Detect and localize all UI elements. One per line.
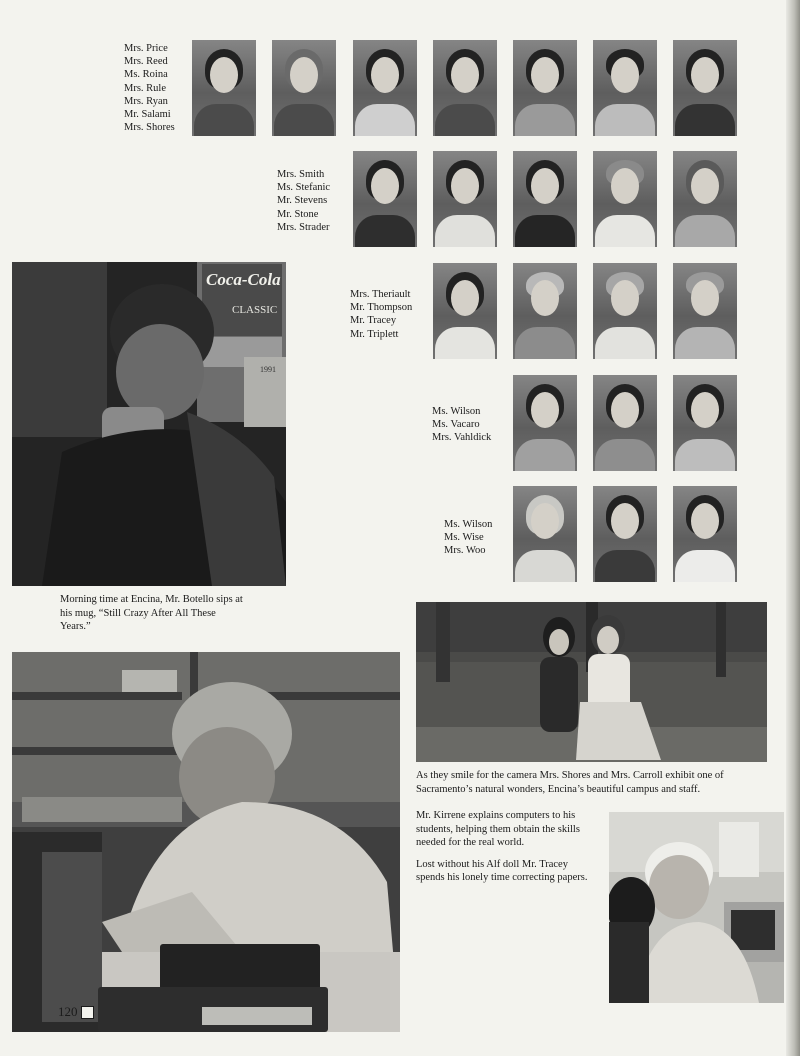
staff-name: Mrs. Theriault bbox=[350, 289, 411, 300]
staff-portrait bbox=[593, 375, 657, 471]
staff-portrait bbox=[593, 263, 657, 359]
caption-kirrene: Mr. Kirrene explains computers to his students, helping them obtain the skills needed for the real world. bbox=[416, 810, 580, 848]
staff-portrait bbox=[673, 40, 737, 136]
staff-portrait bbox=[433, 40, 497, 136]
staff-name: Mrs. Price bbox=[124, 43, 168, 54]
staff-portrait bbox=[593, 486, 657, 582]
staff-portrait bbox=[353, 40, 417, 136]
staff-name: Ms. Wise bbox=[444, 532, 484, 544]
staff-name: Ms. Vacaro bbox=[432, 419, 480, 431]
staff-name: Ms. Wilson bbox=[444, 519, 493, 530]
staff-name: Mrs. Woo bbox=[444, 545, 486, 557]
name-list-row-1 bbox=[124, 42, 175, 134]
staff-name: Mrs. Strader bbox=[277, 221, 330, 233]
staff-portrait bbox=[513, 375, 577, 471]
staff-name: Ms. Roina bbox=[124, 69, 168, 81]
staff-portrait bbox=[673, 263, 737, 359]
staff-name: Mrs. Vahldick bbox=[432, 432, 492, 444]
coca-cola-sign-text: Coca-Cola bbox=[206, 270, 281, 289]
classic-sign-text: CLASSIC bbox=[232, 304, 278, 316]
staff-portrait bbox=[513, 151, 577, 247]
staff-name: Mr. Stevens bbox=[277, 195, 328, 207]
photo-kirrene-computers bbox=[609, 812, 784, 1003]
folio-box-icon bbox=[81, 1006, 94, 1019]
staff-name: Mr. Triplett bbox=[350, 328, 399, 340]
name-list-row-5 bbox=[444, 518, 492, 558]
staff-portrait bbox=[673, 151, 737, 247]
staff-portrait bbox=[192, 40, 256, 136]
staff-name: Mr. Stone bbox=[277, 208, 319, 220]
caption-tracey: Lost without his Alf doll Mr. Tracey spends his lonely time correcting papers. bbox=[416, 858, 588, 883]
staff-name: Mrs. Rule bbox=[124, 82, 166, 94]
staff-name: Mr. Thompson bbox=[350, 302, 413, 314]
staff-portrait bbox=[673, 486, 737, 582]
caption-column-right bbox=[416, 809, 596, 893]
staff-name: Ms. Wilson bbox=[432, 406, 481, 417]
staff-name: Mrs. Ryan bbox=[124, 95, 168, 107]
caption-shores-carroll: As they smile for the camera Mrs. Shores and Mrs. Carroll exhibit one of Sacramento’s natural wonders, Encina’s beautiful campus and staff. bbox=[416, 770, 724, 795]
staff-name: Mrs. Smith bbox=[277, 169, 325, 180]
photo-tracey-desk bbox=[12, 652, 400, 1032]
photo-shores-carroll bbox=[416, 602, 767, 762]
name-list-row-4 bbox=[432, 405, 491, 445]
caption-botello: Morning time at Encina, Mr. Botello sips at his mug, “Still Crazy After All These Years.” bbox=[60, 594, 243, 632]
staff-name: Mrs. Reed bbox=[124, 56, 168, 68]
staff-portrait bbox=[513, 486, 577, 582]
staff-portrait bbox=[593, 40, 657, 136]
name-list-row-3 bbox=[350, 288, 412, 341]
staff-portrait bbox=[433, 263, 497, 359]
staff-portrait bbox=[513, 40, 577, 136]
calendar-year-text: 1991 bbox=[260, 365, 276, 374]
staff-portrait bbox=[593, 151, 657, 247]
staff-portrait bbox=[272, 40, 336, 136]
staff-portrait bbox=[353, 151, 417, 247]
staff-portrait bbox=[433, 151, 497, 247]
staff-name: Mr. Tracey bbox=[350, 315, 397, 327]
staff-portrait bbox=[513, 263, 577, 359]
staff-portrait bbox=[673, 375, 737, 471]
page-number bbox=[58, 1004, 94, 1020]
page-number-text: 120 bbox=[58, 1004, 78, 1019]
staff-name: Mrs. Shores bbox=[124, 122, 175, 134]
name-list-row-2 bbox=[277, 168, 330, 234]
photo-botello-mug bbox=[12, 262, 286, 586]
page-binding-shadow bbox=[786, 0, 800, 1056]
staff-name: Mr. Salami bbox=[124, 109, 171, 121]
staff-name: Ms. Stefanic bbox=[277, 182, 331, 194]
